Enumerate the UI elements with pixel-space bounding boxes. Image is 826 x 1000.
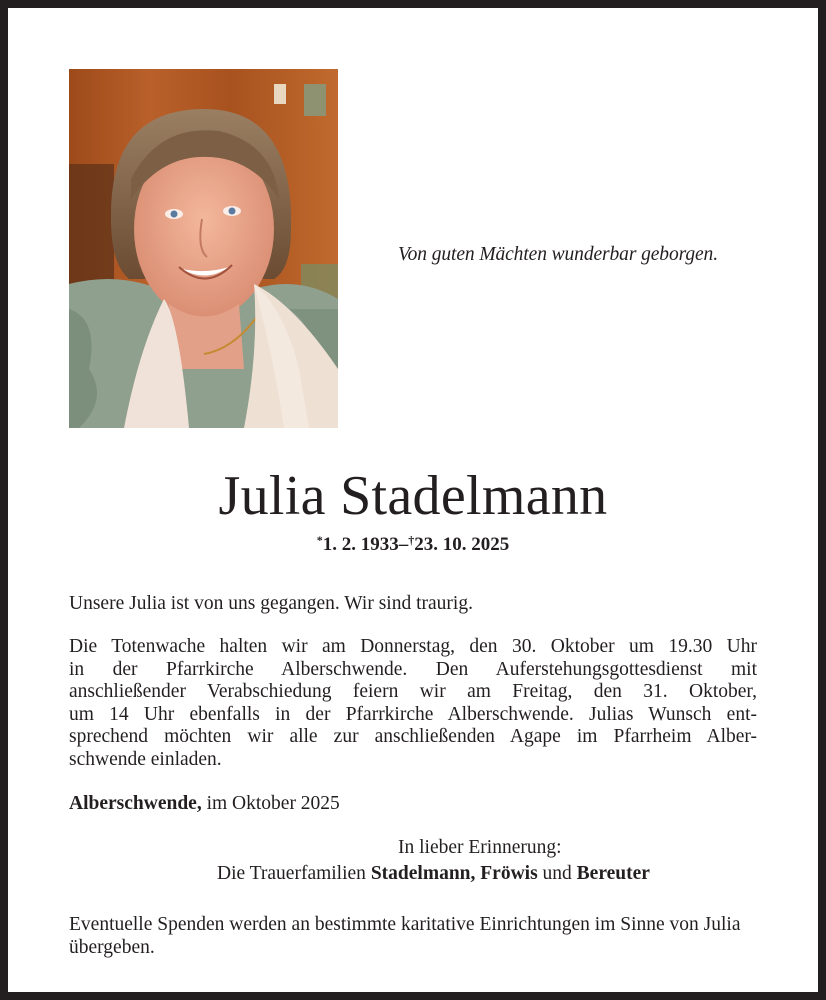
donations-note: Eventuelle Spenden werden an bestimmte karitative Einrichtungen im Sinne von Julia übergeben. <box>69 914 741 958</box>
memory-label: In lieber Erinnerung: <box>398 837 562 858</box>
place-and-date <box>69 793 757 816</box>
announcement-paragraph <box>69 636 757 771</box>
death-cross-icon: † <box>408 533 415 547</box>
family-names-2: Bereuter <box>576 863 650 884</box>
motto-quote: Von guten Mächten wunderbar geborgen. <box>398 244 718 265</box>
announcement-line: schwende einladen. <box>69 748 222 770</box>
announcement-line: sprechend möchten wir alle zur anschließenden Agape im Pfarrheim Alber- <box>69 726 757 747</box>
families-conjunction: und <box>537 863 577 884</box>
announcement-line: in der Pfarrkirche Alberschwende. Den Auferstehungsgottesdienst mit <box>69 658 757 680</box>
obituary-notice <box>8 8 818 992</box>
family-names-1: Stadelmann, Fröwis <box>370 863 538 884</box>
life-dates <box>8 533 818 556</box>
portrait-photo <box>69 69 338 428</box>
announcement-line: Die Totenwache halten wir am Donnerstag, den 30. Oktober um 19.30 Uhr <box>69 636 757 657</box>
families-prefix: Die Trauerfamilien <box>217 863 371 884</box>
intro-text: Unsere Julia ist von uns gegangen. Wir sind traurig. <box>69 593 473 614</box>
birth-date: 1. 2. 1933 <box>322 534 399 555</box>
deceased-name: Julia Stadelmann <box>218 465 608 527</box>
death-date: 23. 10. 2025 <box>414 534 510 555</box>
place-name: Alberschwende, <box>69 793 202 814</box>
mourning-families <box>217 863 650 885</box>
portrait-image-icon <box>69 69 338 428</box>
announcement-line: anschließender Verabschiedung feiern wir am Freitag, den 31. Oktober, <box>69 681 757 702</box>
announcement-line: um 14 Uhr ebenfalls in der Pfarrkirche Alberschwende. Julias Wunsch ent- <box>69 703 757 725</box>
birth-star-icon: * <box>316 533 323 547</box>
date-separator: – <box>398 534 409 555</box>
place-date: im Oktober 2025 <box>201 793 340 814</box>
